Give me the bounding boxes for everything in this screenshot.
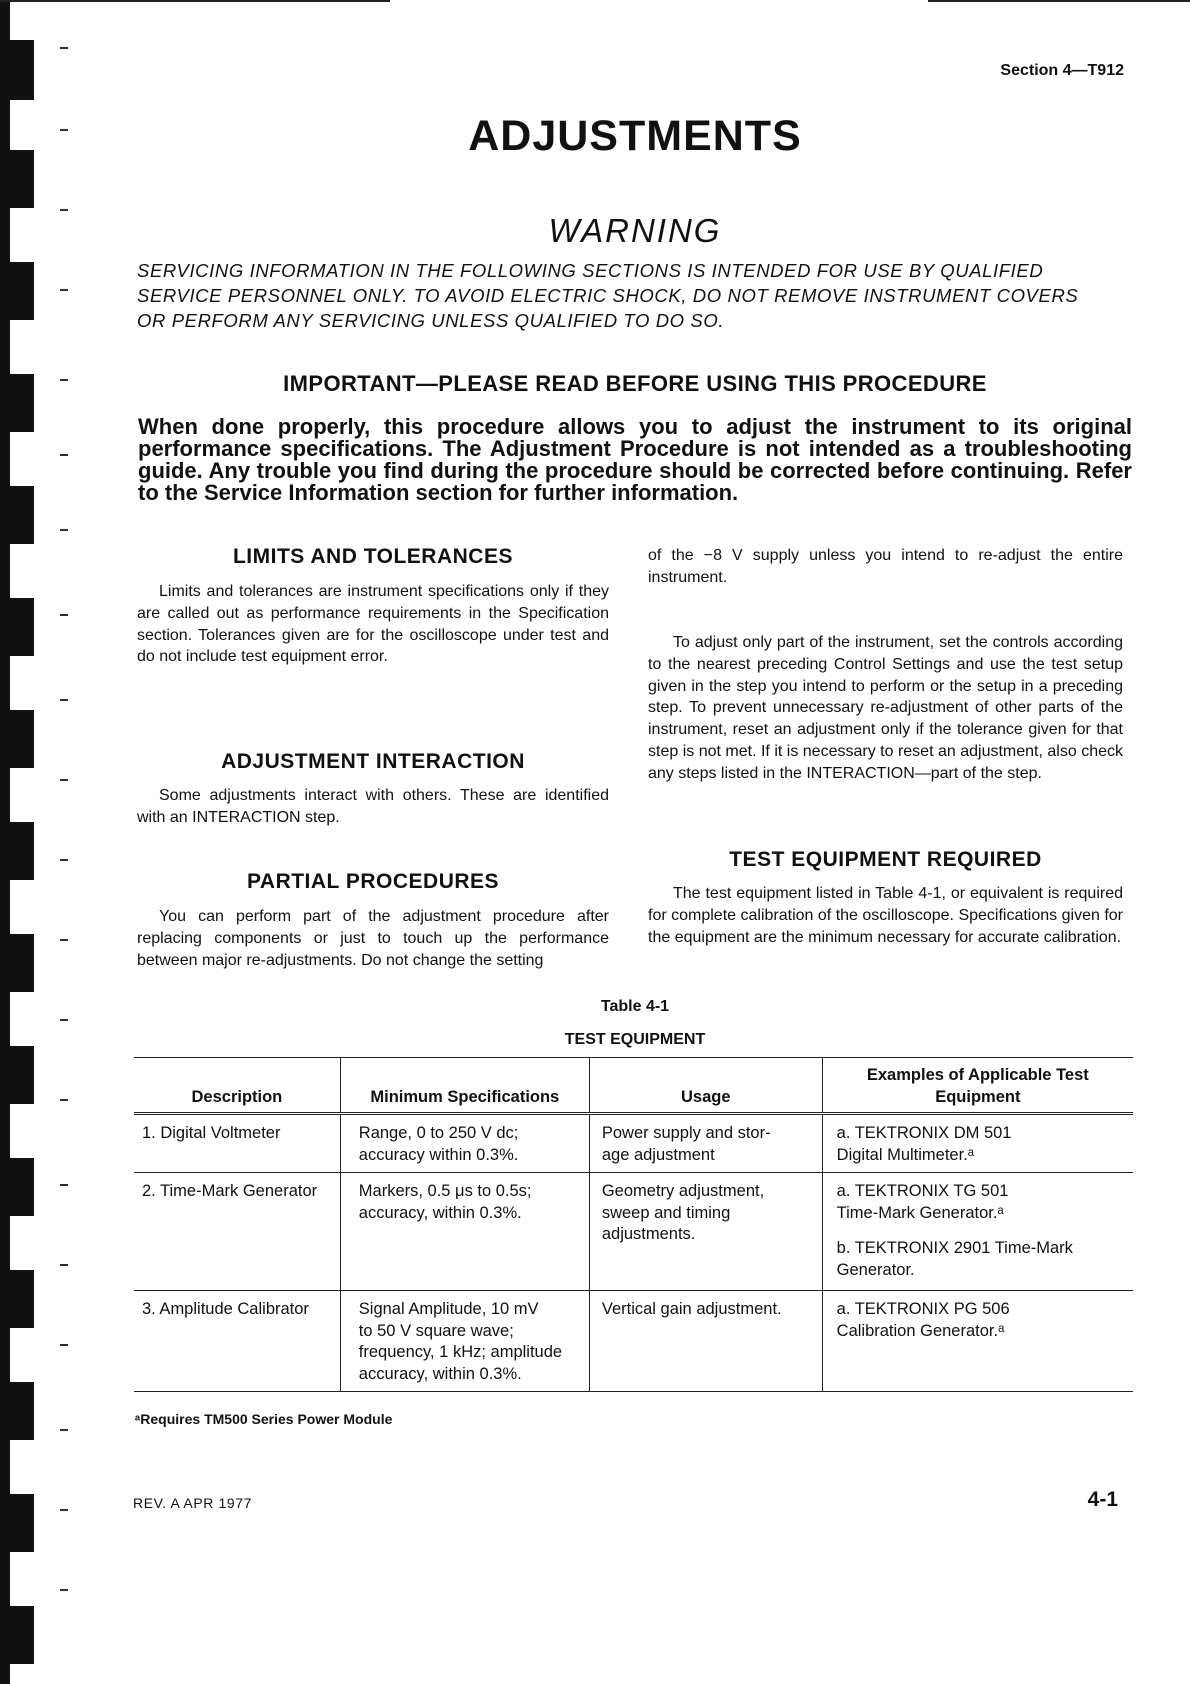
- table-row: [134, 1114, 1133, 1173]
- equipment-text: The test equipment listed in Table 4-1, or equivalent is required for complete calibration of the oscilloscope. Specifications given for the equipment are the minimum necessary for accurate calibration.: [648, 885, 1123, 946]
- interaction-text: Some adjustments interact with others. These are identified with an INTERACTION step.: [137, 787, 609, 826]
- cell-line: accuracy within 0.3%.: [358, 1145, 519, 1164]
- partial-heading: PARTIAL PROCEDURES: [246, 870, 500, 893]
- cell-line: b. TEKTRONIX 2901 Time-Mark: [836, 1239, 1073, 1257]
- cell-line: Power supply and stor-: [601, 1124, 771, 1142]
- examples-cell: [822, 1291, 1133, 1392]
- table-row: [134, 1291, 1133, 1392]
- cell-gap: [837, 1224, 1125, 1238]
- cell-line: Time-Mark Generator.ᵃ: [836, 1203, 1004, 1222]
- cell-line: age adjustment: [601, 1145, 715, 1164]
- important-heading: IMPORTANT—PLEASE READ BEFORE USING THIS PROCEDURE: [283, 371, 987, 396]
- cell-line: frequency, 1 kHz; amplitude: [358, 1343, 563, 1361]
- limits-text: Limits and tolerances are instrument specifications only if they are called out as performance requirements in the Specification section. Tolerances given are for the oscilloscope under test and do not include test equipment error.: [137, 583, 609, 666]
- cell-line: Calibration Generator.ᵃ: [836, 1321, 1005, 1340]
- cell-line: Geometry adjustment,: [601, 1182, 765, 1200]
- binding-edge-scan: [0, 0, 70, 1684]
- warning-line: OR PERFORM ANY SERVICING UNLESS QUALIFIED TO DO SO.: [137, 310, 725, 331]
- cell-line: a. TEKTRONIX PG 506: [836, 1300, 1010, 1318]
- cell-line: to 50 V square wave;: [358, 1321, 514, 1340]
- spec-cell: [340, 1173, 589, 1291]
- equipment-heading: TEST EQUIPMENT REQUIRED: [729, 848, 1042, 871]
- top-rule: [0, 0, 390, 2]
- examples-cell: [822, 1173, 1133, 1291]
- top-rule: [928, 0, 1190, 2]
- description-cell: 1. Digital Voltmeter: [134, 1114, 340, 1173]
- section-label: Section 4—T912: [1000, 62, 1124, 79]
- column-header: Description: [134, 1058, 340, 1114]
- page-title: ADJUSTMENTS: [468, 112, 802, 160]
- cell-line: Signal Amplitude, 10 mV: [358, 1300, 539, 1318]
- description-cell: 3. Amplitude Calibrator: [134, 1291, 340, 1392]
- column-header: Usage: [589, 1058, 822, 1114]
- partial-text-2: To adjust only part of the instrument, set the controls according to the nearest preceding Control Settings and use the test setup given in the step you intend to perform or the setup in a preceding step. To prevent unnecessary re-adjustment of other parts of the instrument, reset an adjustment only if the tolerance given for that step is not met. If it is necessary to reset an adjustment, also check any steps listed in the INTERACTION—part of the step.: [648, 634, 1123, 782]
- table-caption: Table 4-1: [600, 998, 670, 1015]
- warning-text: [137, 258, 1133, 333]
- cell-line: adjustments.: [601, 1225, 696, 1243]
- column-header: Minimum Specifications: [340, 1058, 589, 1114]
- cell-line: Range, 0 to 250 V dc;: [358, 1124, 519, 1142]
- usage-cell: [589, 1291, 822, 1392]
- interaction-heading: ADJUSTMENT INTERACTION: [221, 750, 525, 773]
- cell-line: a. TEKTRONIX TG 501: [836, 1182, 1009, 1200]
- cell-line: a. TEKTRONIX DM 501: [836, 1124, 1012, 1142]
- partial-text-continued: of the −8 V supply unless you intend to re-adjust the entire instrument.: [648, 547, 1123, 586]
- limits-heading: LIMITS AND TOLERANCES: [232, 545, 513, 568]
- warning-line: SERVICING INFORMATION IN THE FOLLOWING SECTIONS IS INTENDED FOR USE BY QUALIFIED: [137, 260, 1044, 281]
- warning-heading: WARNING: [548, 212, 722, 249]
- partial-text: You can perform part of the adjustment procedure after replacing components or just to touch up the performance between major re-adjustments. Do not change the setting: [137, 908, 609, 969]
- important-text: When done properly, this procedure allows you to adjust the instrument to its original performance specifications. The Adjustment Procedure is not intended as a troubleshooting guide. Any trouble you find during the procedure should be corrected before continuing. Refer to the Service Information section for further information.: [138, 414, 1132, 505]
- spec-cell: [340, 1114, 589, 1173]
- cell-line: accuracy, within 0.3%.: [358, 1364, 522, 1383]
- table-footnote: ᵃRequires TM500 Series Power Module: [135, 1411, 393, 1427]
- cell-line: accuracy, within 0.3%.: [358, 1203, 522, 1222]
- cell-line: Digital Multimeter.ᵃ: [836, 1145, 974, 1164]
- cell-line: Generator.: [836, 1260, 915, 1279]
- test-equipment-table: [134, 1057, 1133, 1392]
- examples-cell: [822, 1114, 1133, 1173]
- table-row: [134, 1173, 1133, 1291]
- cell-line: Vertical gain adjustment.: [601, 1300, 782, 1318]
- spec-cell: [340, 1291, 589, 1392]
- page-number: 4-1: [1087, 1488, 1118, 1511]
- column-header: Examples of Applicable Test Equipment: [822, 1058, 1133, 1114]
- revision-label: REV. A APR 1977: [133, 1495, 253, 1511]
- usage-cell: [589, 1173, 822, 1291]
- usage-cell: [589, 1114, 822, 1173]
- warning-line: SERVICE PERSONNEL ONLY. TO AVOID ELECTRIC SHOCK, DO NOT REMOVE INSTRUMENT COVERS: [137, 285, 1079, 306]
- cell-line: sweep and timing: [601, 1203, 731, 1222]
- table-title: TEST EQUIPMENT: [564, 1031, 706, 1048]
- cell-line: Markers, 0.5 μs to 0.5s;: [358, 1182, 532, 1200]
- description-cell: 2. Time-Mark Generator: [134, 1173, 340, 1291]
- table-header-row: [134, 1058, 1133, 1114]
